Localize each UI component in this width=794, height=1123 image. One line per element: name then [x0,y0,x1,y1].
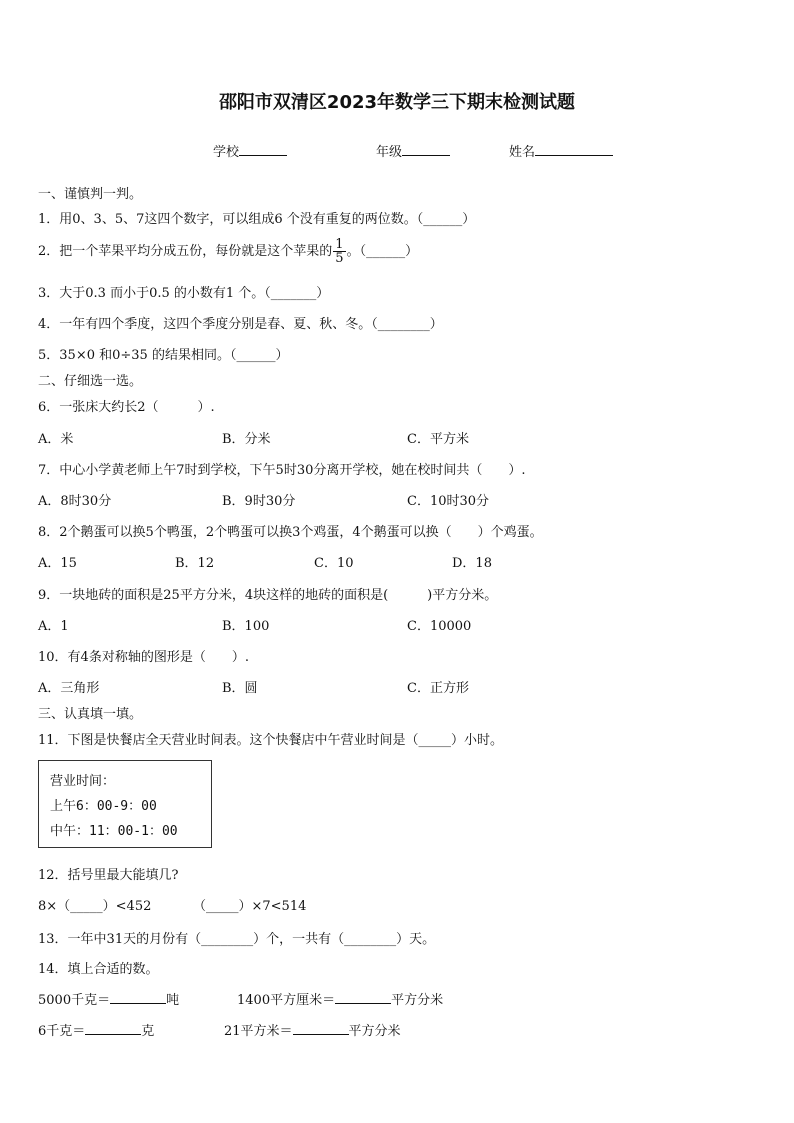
name-blank[interactable] [535,141,613,156]
q9-option-c[interactable]: C．10000 [407,619,472,634]
section1-heading: 一、谨慎判一判。 [38,187,143,202]
grade-field [376,141,450,160]
q6-option-b[interactable]: B．分米 [222,432,271,447]
q8-option-b[interactable]: B．12 [175,556,215,571]
q6-option-c[interactable]: C．平方米 [407,432,469,447]
q14-a1-blank[interactable] [110,989,166,1004]
q10-option-c[interactable]: C．正方形 [407,681,469,696]
fraction-numerator: 1 [335,237,344,252]
q8-option-a[interactable]: A．15 [38,556,77,571]
grade-blank[interactable] [402,141,450,156]
question-10: 10．有4条对称轴的图形是（ ）. [38,650,249,665]
name-field [509,141,613,160]
q9-option-b[interactable]: B．100 [222,619,270,634]
q14-b2-unit: 平方分米 [348,1024,401,1039]
question-14: 14．填上合适的数。 [38,962,159,977]
q14-a2-label: 1400平方厘米＝ [237,993,336,1008]
question-4: 4．一年有四个季度，这四个季度分别是春、夏、秋、冬。（________） [38,317,443,332]
q8-option-d[interactable]: D．18 [452,556,492,571]
section2-heading: 二、仔细选一选。 [38,374,143,389]
question-11: 11．下图是快餐店全天营业时间表。这个快餐店中午营业时间是（_____）小时。 [38,733,504,748]
question-9: 9．一块地砖的面积是25平方分米，4块这样的地砖的面积是( )平方分米。 [38,588,498,603]
question-8: 8．2个鹅蛋可以换5个鸭蛋，2个鸭蛋可以换3个鸡蛋，4个鹅蛋可以换（ ）个鸡蛋。 [38,525,543,540]
q6-option-a[interactable]: A．米 [38,432,74,447]
noon-hours: 中午：11：00-1：00 [50,824,178,839]
section3-heading: 三、认真填一填。 [38,707,143,722]
q14-row2-right [224,1020,401,1039]
q12-part-b: （_____）×7<514 [193,899,307,914]
q14-b2-blank[interactable] [293,1020,349,1035]
q14-b2-label: 21平方米＝ [224,1024,293,1039]
school-field [213,141,287,160]
q10-option-a[interactable]: A．三角形 [38,681,100,696]
q9-option-a[interactable]: A．1 [38,619,69,634]
fraction-one-fifth [333,238,345,265]
q14-a1-label: 5000千克＝ [38,993,111,1008]
q14-a2-unit: 平方分米 [391,993,444,1008]
question-2-text: 2．把一个苹果平均分成五份，每份就是这个苹果的 [38,244,333,259]
q14-b1-unit: 克 [141,1024,155,1039]
morning-hours: 上午6：00-9：00 [50,799,157,814]
fraction-denominator: 5 [335,251,344,266]
q14-row1-right [237,989,443,1008]
question-3: 3．大于0.3 而小于0.5 的小数有1 个。（_______） [38,286,330,301]
school-blank[interactable] [239,141,287,156]
q8-option-c[interactable]: C．10 [314,556,354,571]
name-label: 姓名 [509,145,536,160]
question-13: 13．一年中31天的月份有（________）个，一共有（________）天。 [38,932,436,947]
q14-a1-unit: 吨 [166,993,180,1008]
q7-option-a[interactable]: A．8时30分 [38,494,112,509]
q14-b1-blank[interactable] [85,1020,141,1035]
school-label: 学校 [213,145,240,160]
question-2 [38,238,418,265]
q12-part-a: 8×（_____）<452 [38,899,152,914]
q14-b1-label: 6千克＝ [38,1024,86,1039]
business-hours-box [38,760,212,848]
question-5: 5．35×0 和0÷35 的结果相同。（______） [38,348,289,363]
q7-option-c[interactable]: C．10时30分 [407,494,490,509]
q7-option-b[interactable]: B．9时30分 [222,494,296,509]
q14-row2-left [38,1020,154,1039]
grade-label: 年级 [376,145,403,160]
q10-option-b[interactable]: B．圆 [222,681,258,696]
question-1: 1．用0、3、5、7这四个数字，可以组成6 个没有重复的两位数。（______） [38,212,476,227]
question-2-answer: 。（______） [346,244,419,259]
q14-row1-left [38,989,179,1008]
question-7: 7．中心小学黄老师上午7时到学校，下午5时30分离开学校，她在校时间共（ ）. [38,463,526,478]
q14-a2-blank[interactable] [335,989,391,1004]
page-title: 邵阳市双清区2023年数学三下期末检测试题 [218,92,576,113]
question-12: 12．括号里最大能填几? [38,868,179,883]
question-6: 6．一张床大约长2（ ）. [38,400,215,415]
business-hours-title: 营业时间： [50,774,116,789]
